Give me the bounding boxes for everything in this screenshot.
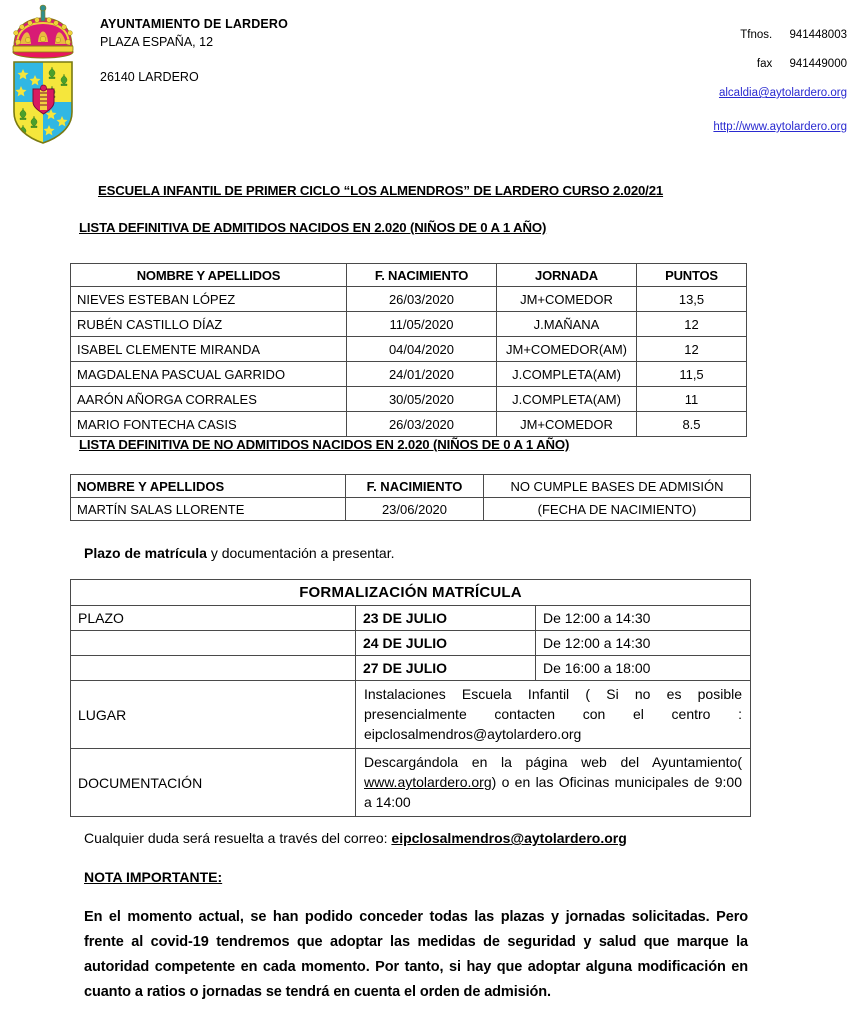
table-row (71, 337, 747, 362)
table-row (71, 387, 747, 412)
enrollment-title-row (71, 580, 751, 606)
phone-label: Tfnos. (740, 29, 773, 41)
contact-question-text: Cualquier duda será resuelta a través del correo: (84, 830, 392, 846)
page-title: ESCUELA INFANTIL DE PRIMER CICLO “LOS ALMENDROS” DE LARDERO CURSO 2.020/21 (98, 183, 664, 198)
table-row (71, 412, 747, 437)
table-row (71, 287, 747, 312)
enrollment-lugar-text: Instalaciones Escuela Infantil ( Si no es posible presencialmente contacten con el centro : eipclosalmendros@aytolardero.org (356, 681, 751, 749)
enrollment-label-empty (71, 656, 356, 681)
enrollment-table (70, 579, 751, 817)
cell-birth: 26/03/2020 (347, 287, 497, 312)
column-header-name: NOMBRE Y APELLIDOS (71, 475, 346, 498)
contact-block (577, 28, 847, 154)
email-link[interactable]: alcaldia@aytolardero.org (718, 87, 847, 99)
lardero-coat-of-arms-icon (4, 4, 82, 146)
cell-name: RUBÉN CASTILLO DÍAZ (71, 312, 347, 337)
table-header-row (71, 264, 747, 287)
enrollment-label-empty (71, 631, 356, 656)
documentacion-pre: Descargándola en la página web del Ayuntamiento( (364, 754, 743, 770)
enrollment-day: 23 DE JULIO (356, 606, 536, 631)
phone-value: 941448003 (789, 29, 847, 41)
enrollment-date-row (71, 656, 751, 681)
website-link[interactable]: http://www.aytolardero.org (713, 121, 847, 133)
cell-name: NIEVES ESTEBAN LÓPEZ (71, 287, 347, 312)
cell-birth: 04/04/2020 (347, 337, 497, 362)
ayuntamiento-web-link[interactable]: www.aytolardero.org (364, 774, 492, 790)
table-row (71, 498, 751, 521)
organization-name: AYUNTAMIENTO DE LARDERO (100, 17, 288, 31)
section-heading-not-admitted: LISTA DEFINITIVA DE NO ADMITIDOS NACIDOS EN 2.020 (NIÑOS DE 0 A 1 AÑO) (79, 437, 570, 452)
documentacion-post: ) o en las Oficinas municipales de 9:00 a 14:00 (364, 774, 743, 810)
cell-shift: JM+COMEDOR(AM) (497, 337, 637, 362)
enrollment-label-documentacion: DOCUMENTACIÓN (71, 749, 356, 817)
important-note-heading: NOTA IMPORTANTE: (84, 869, 223, 885)
document-header (0, 0, 853, 150)
enrollment-intro-rest: y documentación a presentar. (206, 545, 395, 561)
organization-block (100, 16, 430, 84)
cell-shift: J.COMPLETA(AM) (497, 362, 637, 387)
cell-reason: (FECHA DE NACIMIENTO) (484, 498, 751, 521)
enrollment-time: De 12:00 a 14:30 (536, 631, 751, 656)
fax-row (577, 57, 847, 86)
column-header-birth: F. NACIMIENTO (346, 475, 484, 498)
enrollment-label-plazo: PLAZO (71, 606, 356, 631)
fax-value: 941449000 (789, 58, 847, 70)
cell-points: 13,5 (637, 287, 747, 312)
cell-shift: JM+COMEDOR (497, 412, 637, 437)
enrollment-lugar-row (71, 681, 751, 749)
cell-shift: J.MAÑANA (497, 312, 637, 337)
column-header-points: PUNTOS (637, 264, 747, 287)
cell-birth: 11/05/2020 (347, 312, 497, 337)
cell-points: 11,5 (637, 362, 747, 387)
contact-question-line (84, 830, 627, 846)
table-row (71, 312, 747, 337)
enrollment-table-title: FORMALIZACIÓN MATRÍCULA (71, 580, 751, 606)
cell-points: 11 (637, 387, 747, 412)
enrollment-date-row (71, 606, 751, 631)
cell-name: MARTÍN SALAS LLORENTE (71, 498, 346, 521)
cell-birth: 30/05/2020 (347, 387, 497, 412)
fax-label: fax (756, 58, 773, 70)
enrollment-documentacion-text (356, 749, 751, 817)
column-header-shift: JORNADA (497, 264, 637, 287)
table-header-row (71, 475, 751, 498)
cell-name: MAGDALENA PASCUAL GARRIDO (71, 362, 347, 387)
enrollment-intro-bold: Plazo de matrícula (84, 545, 207, 561)
cell-birth: 24/01/2020 (347, 362, 497, 387)
section-heading-admitted: LISTA DEFINITIVA DE ADMITIDOS NACIDOS EN 2.020 (NIÑOS DE 0 A 1 AÑO) (79, 220, 547, 235)
enrollment-time: De 16:00 a 18:00 (536, 656, 751, 681)
phone-row (577, 28, 847, 57)
cell-name: MARIO FONTECHA CASIS (71, 412, 347, 437)
column-header-birth: F. NACIMIENTO (347, 264, 497, 287)
column-header-name: NOMBRE Y APELLIDOS (71, 264, 347, 287)
important-note-body: En el momento actual, se han podido conceder todas las plazas y jornadas solicitadas. Pero frente al covid-19 tendremos que adoptar las medidas de seguridad y salud que marque la autoridad competente en cada momento. Por tanto, si hay que adoptar alguna modificación en cuanto a ratios o jornadas se tendrá en cuenta el orden de admisión. (84, 909, 748, 1000)
school-email-link[interactable]: eipclosalmendros@aytolardero.org (391, 830, 627, 846)
cell-points: 12 (637, 312, 747, 337)
cell-shift: JM+COMEDOR (497, 287, 637, 312)
organization-address: PLAZA ESPAÑA, 12 (100, 35, 214, 49)
enrollment-day: 27 DE JULIO (356, 656, 536, 681)
cell-points: 8.5 (637, 412, 747, 437)
enrollment-time: De 12:00 a 14:30 (536, 606, 751, 631)
enrollment-intro-line (84, 545, 395, 561)
cell-points: 12 (637, 337, 747, 362)
enrollment-day: 24 DE JULIO (356, 631, 536, 656)
website-row (577, 120, 847, 154)
enrollment-date-row (71, 631, 751, 656)
cell-name: AARÓN AÑORGA CORRALES (71, 387, 347, 412)
table-row (71, 362, 747, 387)
cell-shift: J.COMPLETA(AM) (497, 387, 637, 412)
column-header-reason: NO CUMPLE BASES DE ADMISIÓN (484, 475, 751, 498)
organization-city: 26140 LARDERO (100, 70, 199, 84)
cell-birth: 26/03/2020 (347, 412, 497, 437)
admitted-list-table (70, 263, 747, 437)
enrollment-label-lugar: LUGAR (71, 681, 356, 749)
email-row (577, 86, 847, 120)
cell-birth: 23/06/2020 (346, 498, 484, 521)
not-admitted-list-table (70, 474, 751, 521)
cell-name: ISABEL CLEMENTE MIRANDA (71, 337, 347, 362)
enrollment-documentacion-row (71, 749, 751, 817)
